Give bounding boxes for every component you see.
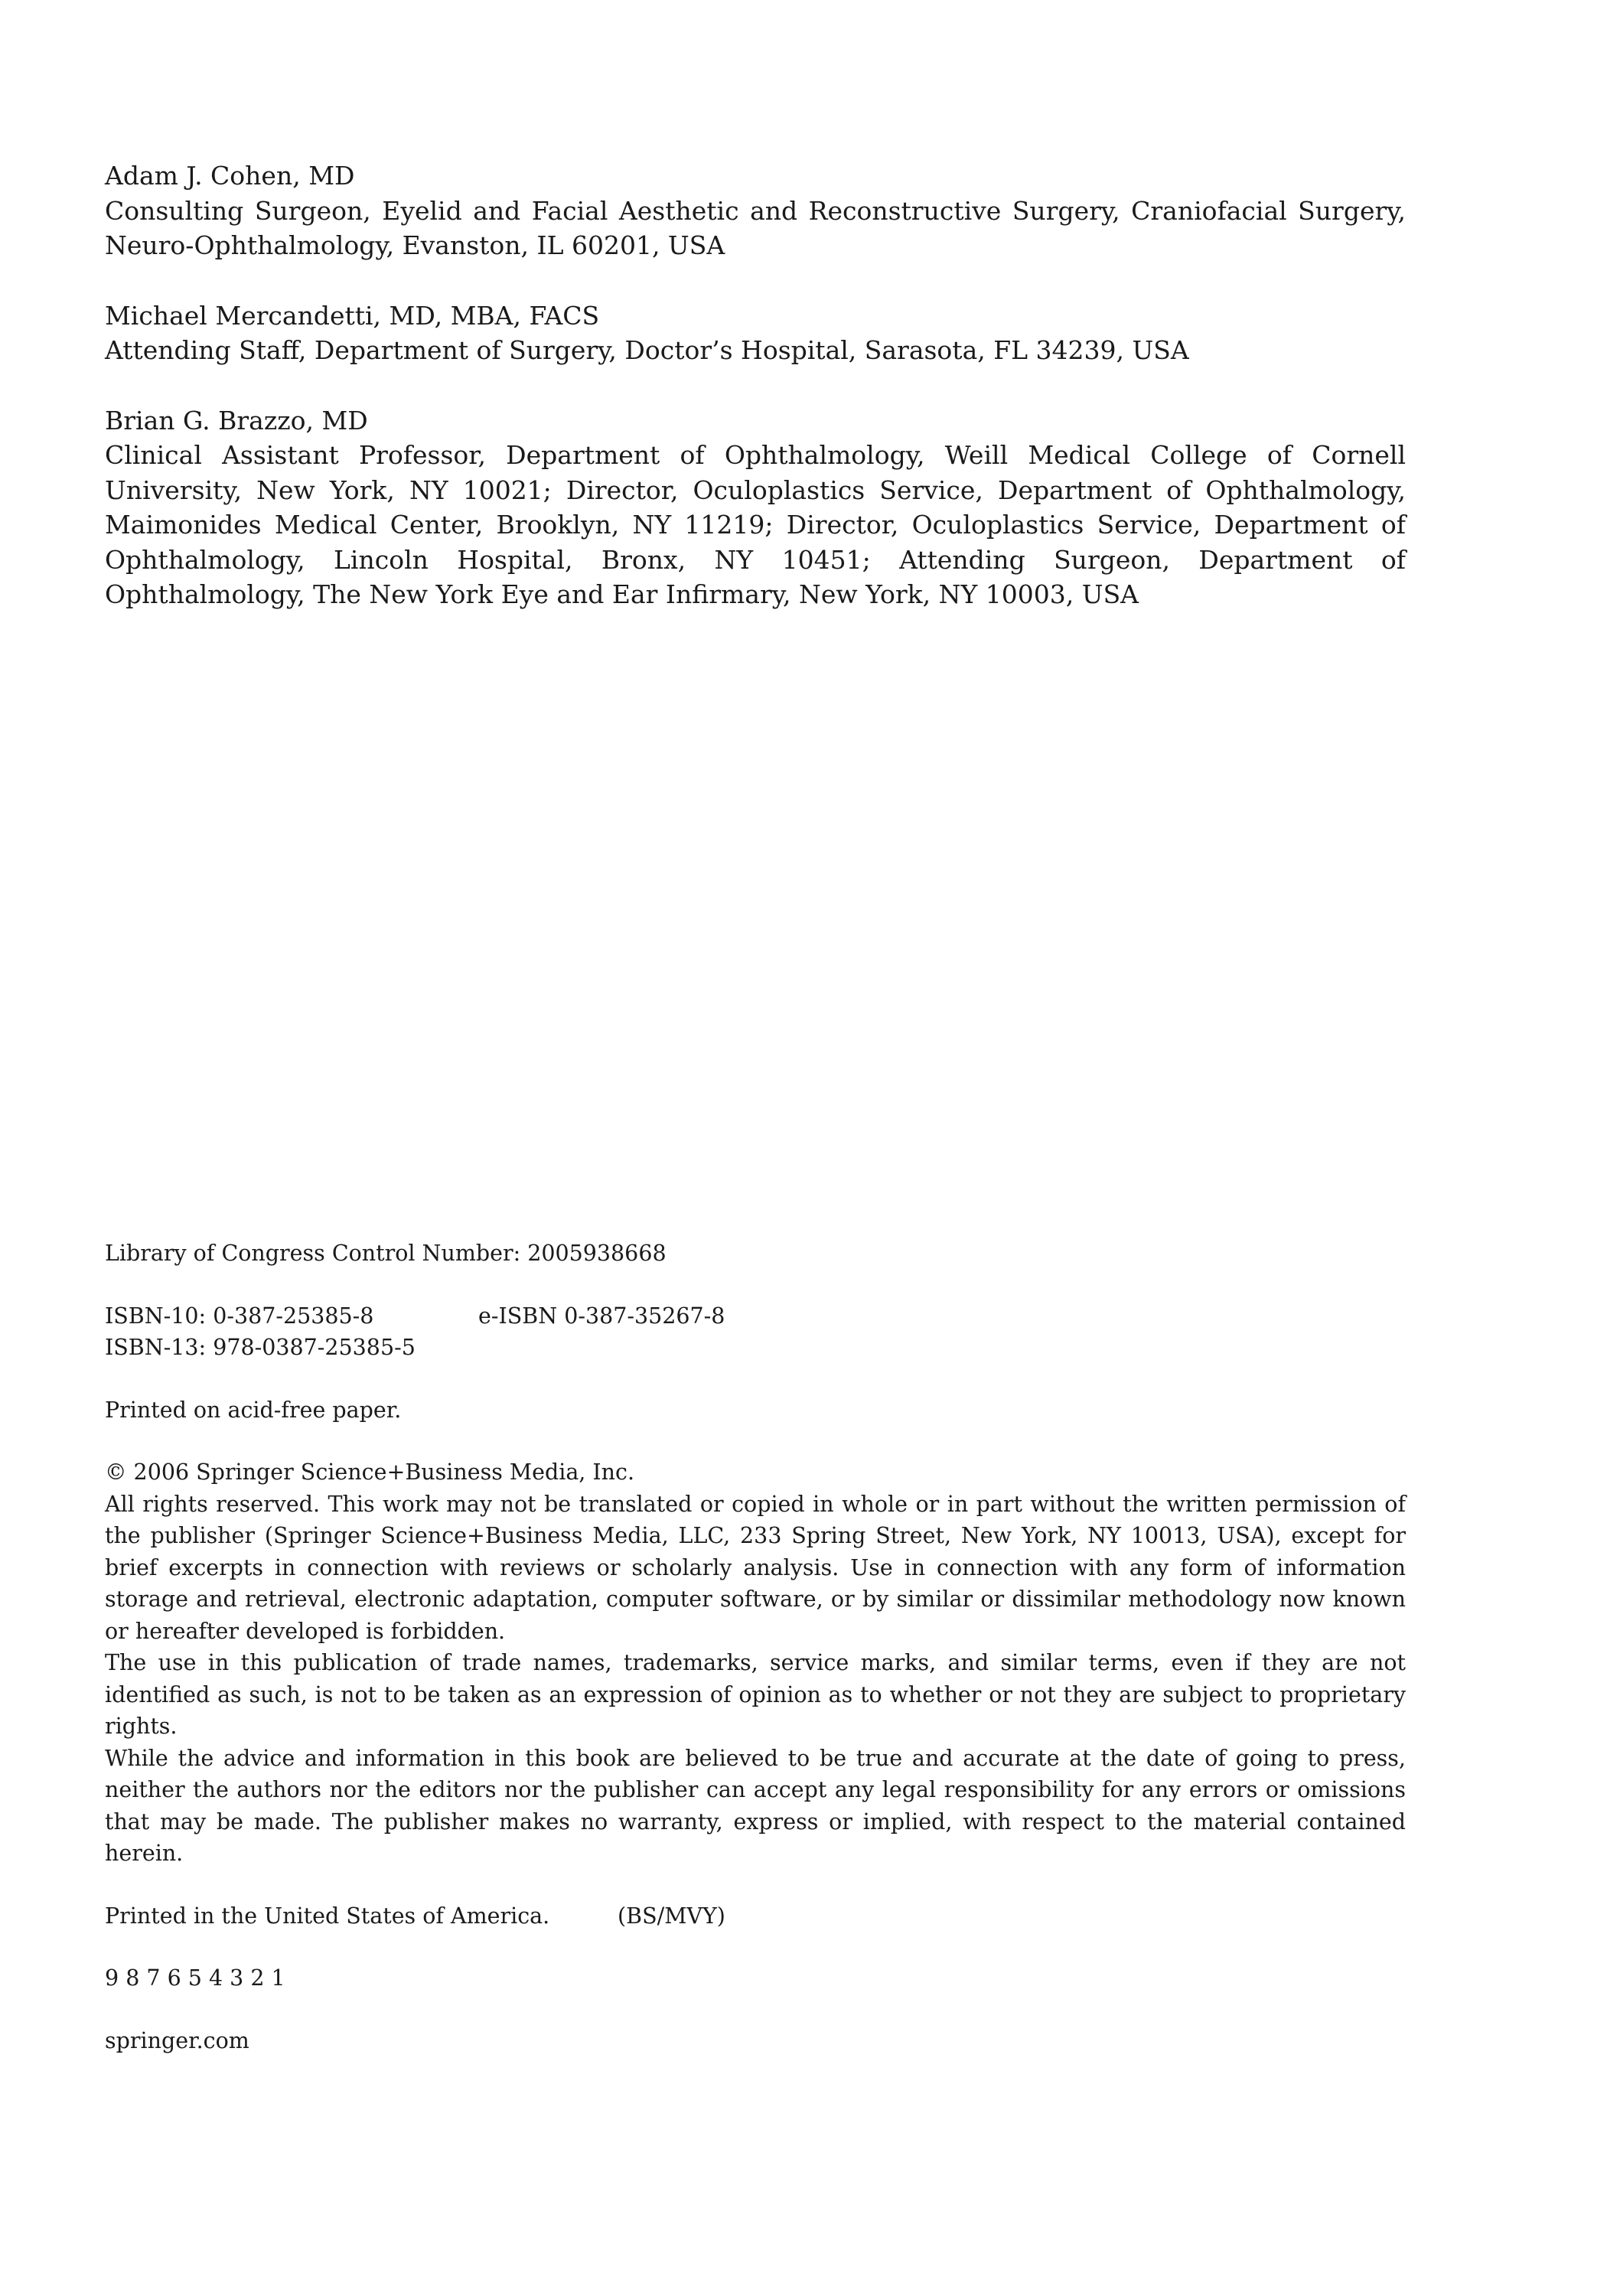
printer-code: (BS/MVY) — [618, 1903, 725, 1929]
trademark-statement: The use in this publication of trade names, trademarks, service marks, and similar terms, even if they are not identified as such, is not to be taken as an expression of opinion as to whether or not they are subject to proprietary rights. — [105, 1650, 1406, 1739]
author-affiliation: Consulting Surgeon, Eyelid and Facial Aesthetic and Reconstructive Surgery, Craniofacial Surgery, Neuro-Ophthalmology, Evanston, IL 60201, USA — [105, 195, 1406, 260]
imprint-block — [105, 1238, 1406, 2056]
author-list — [105, 158, 1406, 647]
isbn-13: ISBN-13: 978-0387-25385-5 — [105, 1335, 416, 1360]
author-entry — [105, 158, 1406, 263]
author-name: Brian G. Brazzo, MD — [105, 405, 368, 435]
rights-statement: All rights reserved. This work may not be translated or copied in whole or in part without the written permission of the publisher (Springer Science+Business Media, LLC, 233 Spring Street, New York, NY 10013, USA), except for brief excerpts in connection with reviews or scholarly analysis. Use in connection with any form of information storage and retrieval, electronic adaptation, computer software, or by similar or dissimilar methodology now known or hereafter developed is forbidden. — [105, 1491, 1406, 1644]
printing-number-line: 9 8 7 6 5 4 3 2 1 — [105, 1965, 285, 1991]
disclaimer-statement: While the advice and information in this book are believed to be true and accurate at the date of going to press, neither the authors nor the editors nor the publisher can accept any legal responsibility for any errors or omissions that may be made. The publisher makes no warranty, express or implied, with respect to the material contained herein. — [105, 1745, 1406, 1866]
acid-free-paper-note: Printed on acid-free paper. — [105, 1397, 402, 1423]
publisher-website[interactable]: springer.com — [105, 2027, 249, 2053]
author-name: Michael Mercandetti, MD, MBA, FACS — [105, 300, 600, 331]
printed-in: Printed in the United States of America. — [105, 1903, 550, 1929]
printed-in-row — [105, 1900, 1406, 1932]
author-entry — [105, 403, 1406, 612]
isbn-row — [105, 1300, 1406, 1332]
author-affiliation: Clinical Assistant Professor, Department of Ophthalmology, Weill Medical College of Cornell University, New York, NY 10021; Director, Oculoplastics Service, Department of Ophthalmology, Maimonides Medical Center, Brooklyn, NY 11219; Director, Oculoplastics Service, Department of Ophthalmology, Lincoln Hospital, Bronx, NY 10451; Attending Surgeon, Department of Ophthalmology, The New York Eye and Ear Infirmary, New York, NY 10003, USA — [105, 440, 1406, 609]
author-name: Adam J. Cohen, MD — [105, 161, 355, 191]
author-affiliation: Attending Staff, Department of Surgery, Doctor’s Hospital, Sarasota, FL 34239, USA — [105, 335, 1189, 365]
lccn-line: Library of Congress Control Number: 2005938668 — [105, 1241, 667, 1266]
isbn-10: ISBN-10: 0-387-25385-8 — [105, 1303, 374, 1329]
copyright-line: © 2006 Springer Science+Business Media, Inc. — [105, 1459, 635, 1485]
e-isbn: e-ISBN 0-387-35267-8 — [478, 1303, 725, 1329]
author-entry — [105, 298, 1406, 368]
